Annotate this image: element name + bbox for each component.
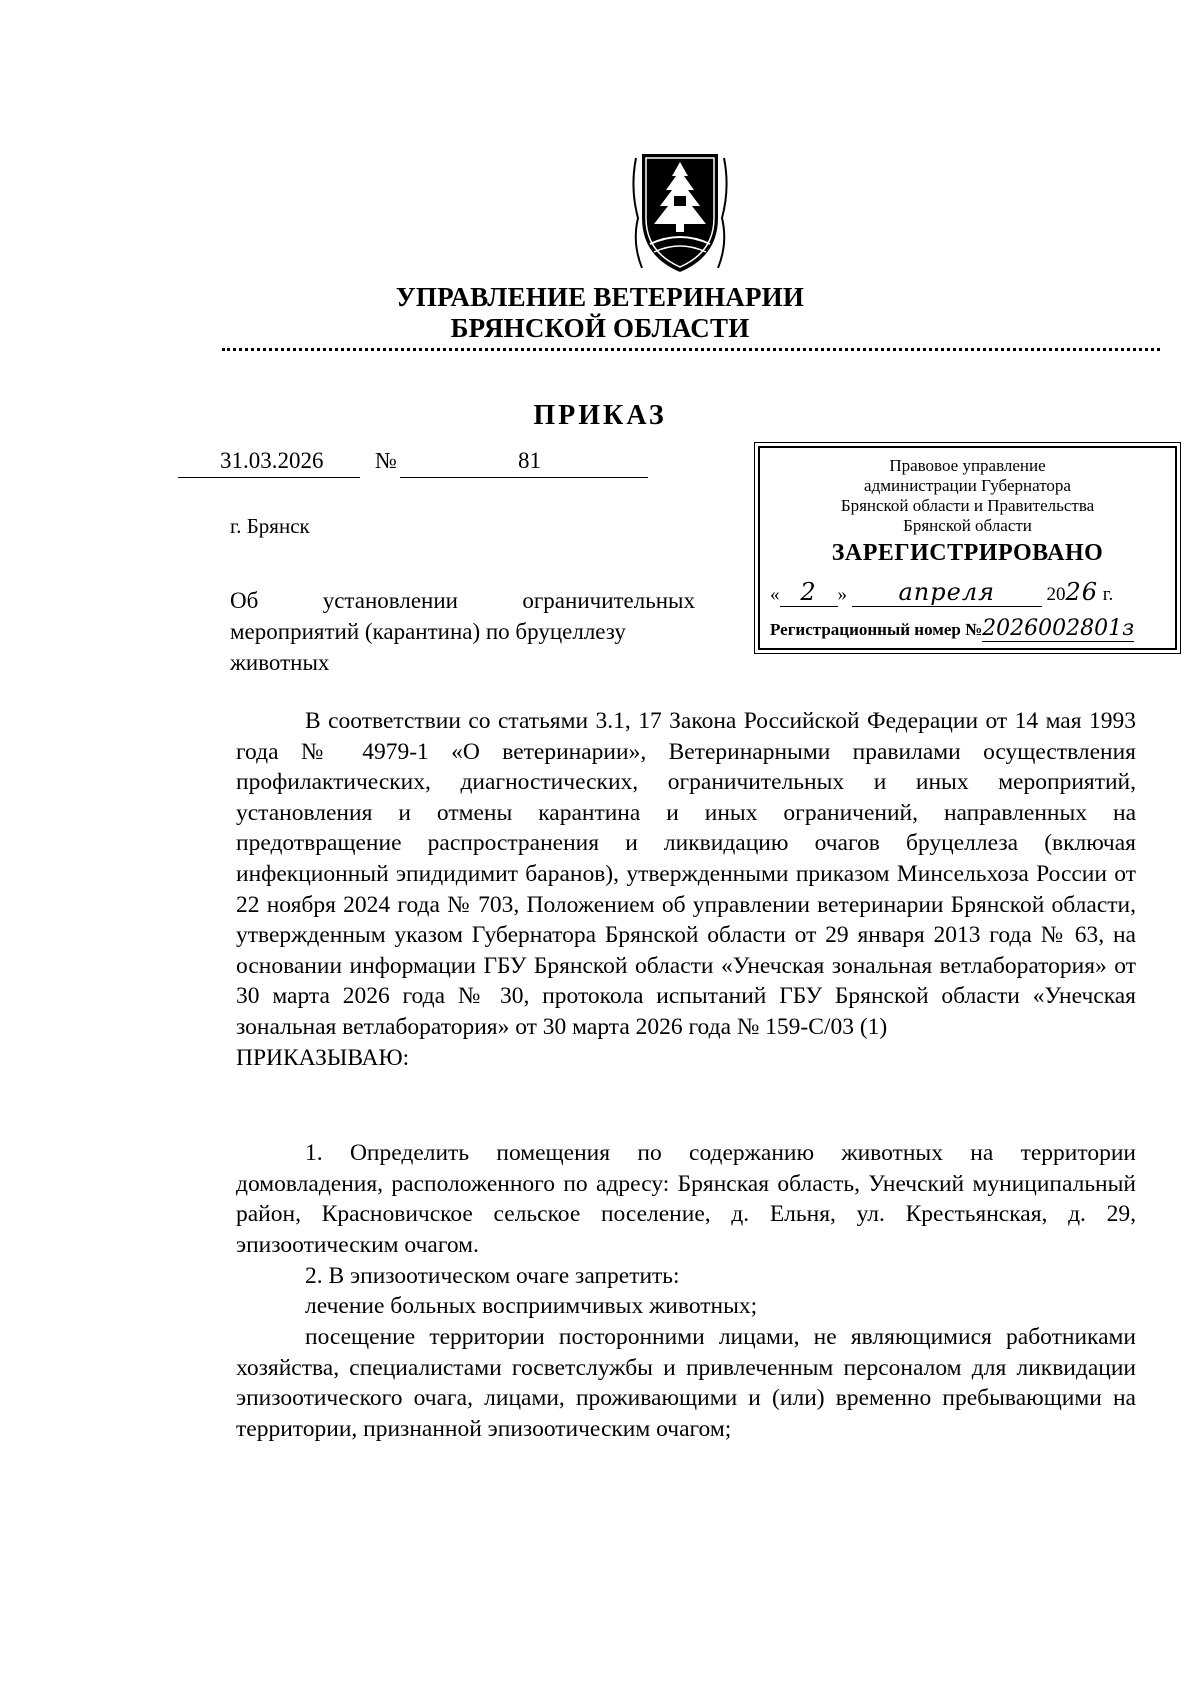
document-subject (230, 585, 695, 678)
registration-stamp (758, 446, 1177, 650)
subject-line: мероприятий (карантина) по бруцеллезу (230, 619, 626, 644)
order-subitem: посещение территории посторонними лицами, не являющимися работниками хозяйства, специалистами госветслужбы и привлеченным персоналом для ликвидации эпизоотического очага, лицами, проживающими и (или) временно пребывающими на территории, признанной эпизоотическим очагом; (236, 1324, 1136, 1442)
order-keyword: ПРИКАЗЫВАЮ: (236, 1044, 410, 1071)
body-paragraph-preamble (236, 706, 1136, 1073)
stamp-reg-number: 2026002801з (982, 616, 1135, 641)
stamp-registered-label: ЗАРЕГИСТРИРОВАНО (831, 540, 1104, 566)
preamble-text: В соответствии со статьями 3.1, 17 Закона Российской Федерации от 14 мая 1993 года № 4979-1 «О ветеринарии», Ветеринарными правилами осуществления профилактических, диагностических, ограничительных и иных мероприятий, установления и отмены карантина и иных ограничений, направленных на предотвращение распространения и ликвидацию очагов бруцеллеза (включая инфекционный эпидидимит баранов), утвержденными приказом Минсельхоза России от 22 ноября 2024 года № 703, Положением об управлении ветеринарии Брянской области, утвержденным указом Губернатора Брянской области от 29 января 2013 года № 63, на основании информации ГБУ Брянской области «Унечская зональная ветлаборатория» от 30 марта 2026 года № 30, протокола испытаний ГБУ Брянской области «Унечская зональная ветлаборатория» от 30 марта 2026 года № 159-С/03 (1) (236, 708, 1136, 1040)
number-sign: № (375, 448, 397, 473)
subject-line: Об установлении ограничительных (230, 588, 695, 613)
coat-of-arms-emblem (628, 148, 732, 278)
stamp-line: Брянской области (903, 516, 1032, 535)
document-date: 31.03.2026 (220, 448, 324, 473)
stamp-year-suffix: г. (1102, 584, 1114, 605)
header-divider (222, 348, 1160, 351)
stamp-line: администрации Губернатора (864, 476, 1071, 495)
organization-name-line1: УПРАВЛЕНИЕ ВЕТЕРИНАРИИ (395, 282, 805, 312)
city: г. Брянск (230, 514, 310, 538)
document-number: 81 (518, 448, 541, 473)
date-underline (178, 477, 360, 478)
stamp-reg-label: Регистрационный номер № (770, 620, 983, 639)
date-number-line (178, 448, 648, 478)
number-underline (400, 477, 648, 478)
order-item-2: 2. В эпизоотическом очаге запретить: (305, 1263, 680, 1289)
stamp-year-prefix: 20 (1046, 584, 1066, 605)
stamp-month: апреля (852, 578, 1042, 607)
stamp-registration-number (770, 616, 1165, 642)
stamp-line: Брянской области и Правительства (840, 496, 1095, 515)
stamp-year: 26 (1065, 578, 1099, 606)
order-item-1: 1. Определить помещения по содержанию животных на территории домовладения, расположенного по адресу: Брянская область, Унечский муниципальный район, Красновичское сельское поселение, д. Ельня, ул. Крестьянская, д. 29, эпизоотическим очагом. (236, 1140, 1136, 1258)
order-subitem: лечение больных восприимчивых животных; (305, 1293, 758, 1319)
stamp-day: 2 (780, 578, 838, 607)
stamp-line: Правовое управление (889, 456, 1046, 475)
organization-name-line2: БРЯНСКОЙ ОБЛАСТИ (450, 313, 750, 343)
stamp-registration-date: « 2 » апреля 2026 г. (770, 578, 1114, 606)
document-title: ПРИКАЗ (533, 400, 667, 431)
subject-line: животных (230, 650, 330, 675)
